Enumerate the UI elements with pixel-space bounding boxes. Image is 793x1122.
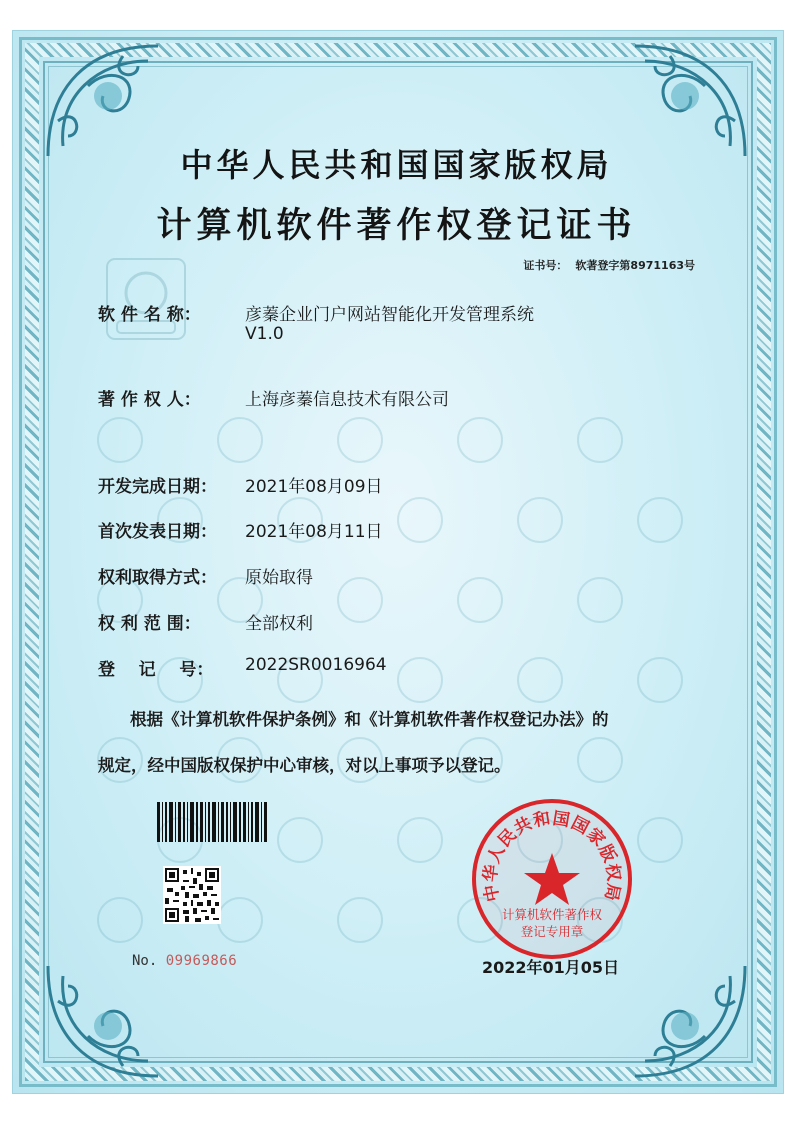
issue-date: 2022年01月05日 — [482, 958, 620, 977]
field-value: 上海彦蓁信息技术有限公司 — [245, 390, 449, 410]
field-value: 原始取得 — [245, 568, 313, 588]
serial-value: 09969866 — [165, 953, 238, 969]
field-value-version: V1.0 — [245, 324, 284, 344]
ornament-corner-bottom-right — [615, 946, 765, 1096]
certificate-number — [523, 257, 695, 273]
certificate-title: 计算机软件著作权登记证书 — [156, 205, 637, 246]
statement-line-1: 根据《计算机软件保护条例》和《计算机软件著作权登记办法》的 — [130, 710, 609, 729]
seal-outer-text: 中华人民共和国国家版权局 — [480, 808, 624, 904]
field-value: 2021年08月09日 — [245, 477, 383, 497]
field-value: 全部权利 — [245, 614, 313, 634]
seal-inner-line-2: 登记专用章 — [520, 924, 584, 939]
certificate-number-label: 证书号： — [523, 259, 568, 272]
seal-inner-line-1: 计算机软件著作权 — [501, 907, 603, 922]
field-label: 登 记 号： — [98, 660, 214, 680]
field-value: 2022SR0016964 — [245, 655, 387, 675]
issuing-authority: 中华人民共和国国家版权局 — [180, 146, 613, 184]
field-value: 2021年08月11日 — [245, 522, 383, 542]
cpcc-emblem-watermark — [103, 255, 189, 343]
field-label: 权利取得方式： — [98, 568, 217, 588]
field-label: 权 利 范 围： — [98, 614, 201, 634]
field-label: 软 件 名 称： — [98, 305, 201, 325]
field-label: 著 作 权 人： — [98, 390, 201, 410]
statement-line-2: 规定，经中国版权保护中心审核，对以上事项予以登记。 — [98, 756, 511, 775]
field-value: 彦蓁企业门户网站智能化开发管理系统 — [245, 305, 534, 325]
field-label: 开发完成日期： — [98, 477, 217, 497]
certificate-number-value: 软著登字第8971163号 — [575, 259, 695, 272]
official-seal — [468, 795, 636, 963]
qr-code — [163, 866, 221, 924]
barcode — [157, 802, 269, 842]
serial-number — [132, 953, 237, 969]
serial-prefix: No. — [132, 953, 158, 969]
field-label: 首次发表日期： — [98, 522, 217, 542]
